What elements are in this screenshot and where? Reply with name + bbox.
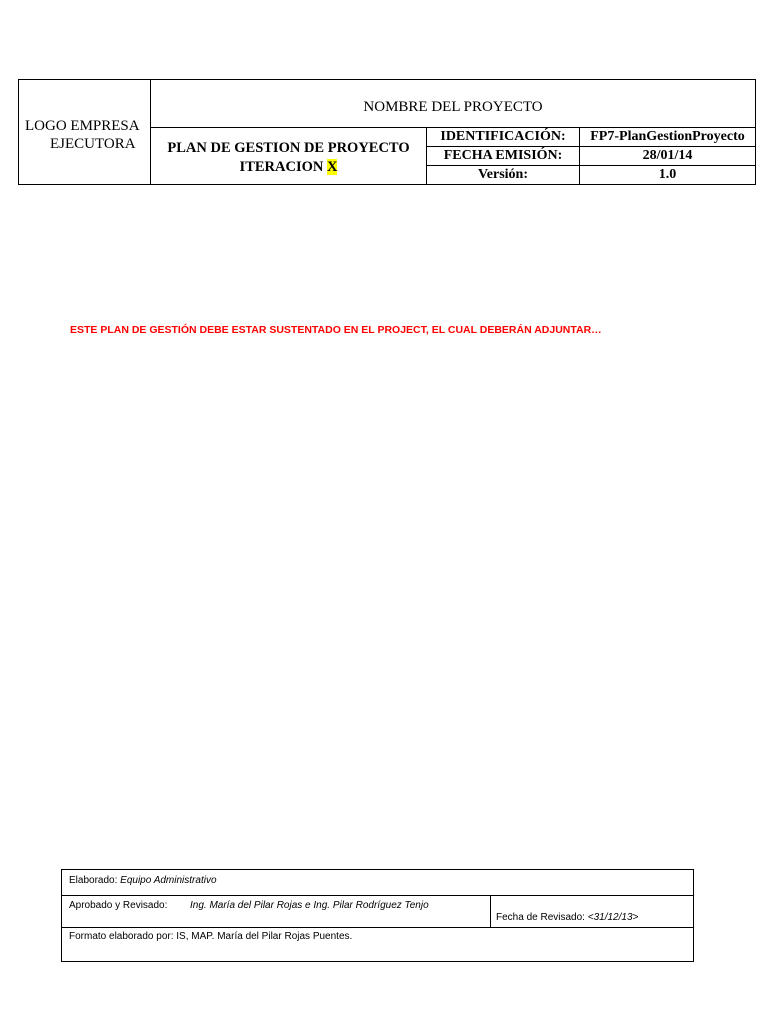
iteration-number: X [326, 159, 338, 175]
document-footer [61, 869, 694, 962]
fecha-revisado-value: <31/12/13> [587, 912, 639, 923]
info-value: 28/01/14 [580, 147, 756, 166]
info-value: FP7-PlanGestionProyecto [580, 128, 756, 147]
logo-line-1: LOGO EMPRESA [25, 118, 140, 134]
info-row-fecha-emision [427, 147, 755, 166]
plan-title-line-2 [151, 158, 426, 177]
info-row-version [427, 166, 755, 185]
aprobado-label: Aprobado y Revisado: [69, 900, 168, 911]
aprobado-value: Ing. María del Pilar Rojas e Ing. Pilar Rodríguez Tenjo [190, 900, 429, 911]
document-info-table [427, 128, 755, 184]
project-name: NOMBRE DEL PROYECTO [151, 80, 755, 128]
info-label: FECHA EMISIÓN: [427, 147, 580, 166]
elaborado-value: Equipo Administrativo [120, 875, 217, 886]
footer-row-aprobado [62, 896, 693, 928]
footer-row-formato [62, 928, 693, 961]
instruction-note: ESTE PLAN DE GESTIÓN DEBE ESTAR SUSTENTADO EN EL PROJECT, EL CUAL DEBERÁN ADJUNTAR… [70, 324, 602, 336]
info-row-identificacion [427, 128, 755, 147]
info-label: IDENTIFICACIÓN: [427, 128, 580, 147]
plan-title [151, 128, 427, 184]
footer-divider [490, 896, 491, 927]
footer-row-elaborado [62, 870, 693, 896]
iteration-label: ITERACION [239, 159, 324, 175]
fecha-revisado-label: Fecha de Revisado: [496, 912, 585, 923]
formato-text: Formato elaborado por: IS, MAP. María del Pilar Rojas Puentes. [69, 931, 353, 942]
document-header [18, 79, 756, 185]
logo-placeholder [19, 80, 151, 184]
info-value: 1.0 [580, 166, 756, 185]
elaborado-label: Elaborado: [69, 875, 118, 886]
logo-line-2: EJECUTORA [50, 136, 136, 152]
plan-title-line-1: PLAN DE GESTION DE PROYECTO [167, 140, 410, 156]
info-label: Versión: [427, 166, 580, 185]
